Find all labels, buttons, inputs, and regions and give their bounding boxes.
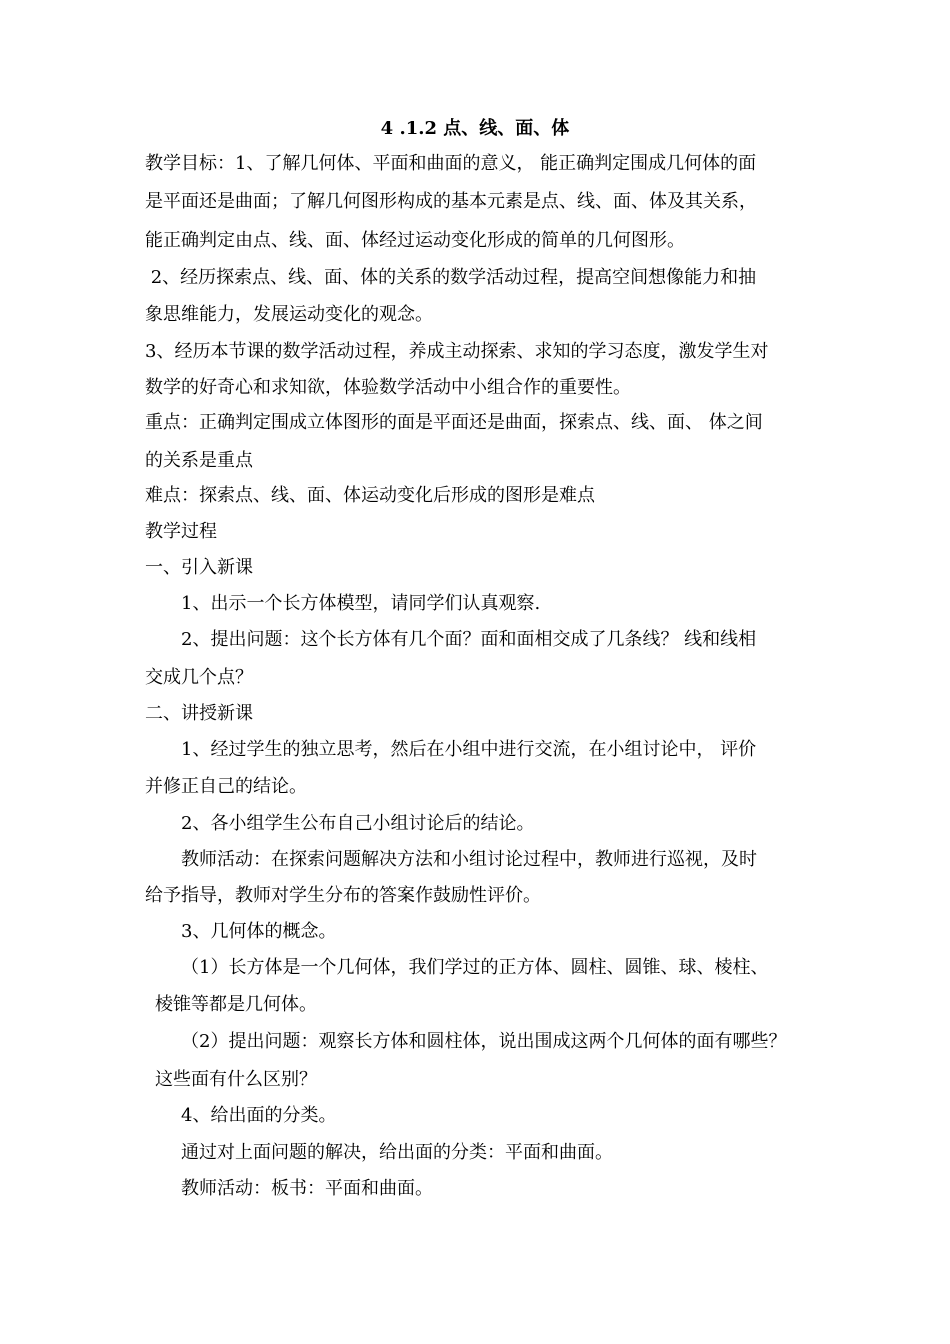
section-2-item-1-line-1: 1、经过学生的独立思考，然后在小组中进行交流，在小组讨论中， 评价 [181,739,757,760]
objectives-line-6: 3、经历本节课的数学活动过程，养成主动探索、求知的学习态度，激发学生对 [145,341,769,362]
document-title: 4 .1.2 点、线、面、体 [380,118,570,139]
concept-1-line-2: 棱锥等都是几何体。 [155,994,317,1015]
section-2-item-1-line-2: 并修正自己的结论。 [145,776,307,797]
objectives-line-1: 教学目标：1、了解几何体、平面和曲面的意义， 能正确判定围成几何体的面 [145,153,757,174]
objectives-line-3: 能正确判定由点、线、面、体经过运动变化形成的简单的几何图形。 [145,230,685,251]
section-2-item-4: 4、给出面的分类。 [181,1105,337,1126]
key-point-line-1: 重点：正确判定围成立体图形的面是平面还是曲面，探索点、线、面、 体之间 [145,412,763,433]
section-1-item-1: 1、出示一个长方体模型，请同学们认真观察. [181,593,541,614]
objectives-line-4: 2、经历探索点、线、面、体的关系的数学活动过程，提高空间想像能力和抽 [145,267,757,288]
objectives-line-7: 数学的好奇心和求知欲，体验数学活动中小组合作的重要性。 [145,377,631,398]
difficulty-line: 难点：探索点、线、面、体运动变化后形成的图形是难点 [145,485,595,506]
concept-1-line-1: （1）长方体是一个几何体，我们学过的正方体、圆柱、圆锥、球、棱柱、 [181,957,769,978]
concept-2-line-1: （2）提出问题：观察长方体和圆柱体，说出围成这两个几何体的面有哪些？ [181,1031,787,1052]
objectives-line-5: 象思维能力，发展运动变化的观念。 [145,304,433,325]
section-1-heading: 一、引入新课 [145,557,253,578]
concept-2-line-2: 这些面有什么区别？ [155,1069,317,1090]
surface-classification-line: 通过对上面问题的解决，给出面的分类：平面和曲面。 [181,1142,613,1163]
teacher-board-line: 教师活动：板书：平面和曲面。 [181,1178,433,1199]
objectives-line-2: 是平面还是曲面；了解几何图形构成的基本元素是点、线、面、体及其关系， [145,191,757,212]
process-heading: 教学过程 [145,521,217,542]
section-2-item-2: 2、各小组学生公布自己小组讨论后的结论。 [181,813,535,834]
section-2-heading: 二、讲授新课 [145,703,253,724]
section-2-item-3: 3、几何体的概念。 [181,921,337,942]
teacher-activity-line-1: 教师活动：在探索问题解决方法和小组讨论过程中，教师进行巡视，及时 [181,849,757,870]
section-1-item-2-line-2: 交成几个点？ [145,667,253,688]
teacher-activity-line-2: 给予指导，教师对学生分布的答案作鼓励性评价。 [145,885,541,906]
section-1-item-2-line-1: 2、提出问题：这个长方体有几个面？面和面相交成了几条线？ 线和线相 [181,629,757,650]
key-point-line-2: 的关系是重点 [145,450,253,471]
